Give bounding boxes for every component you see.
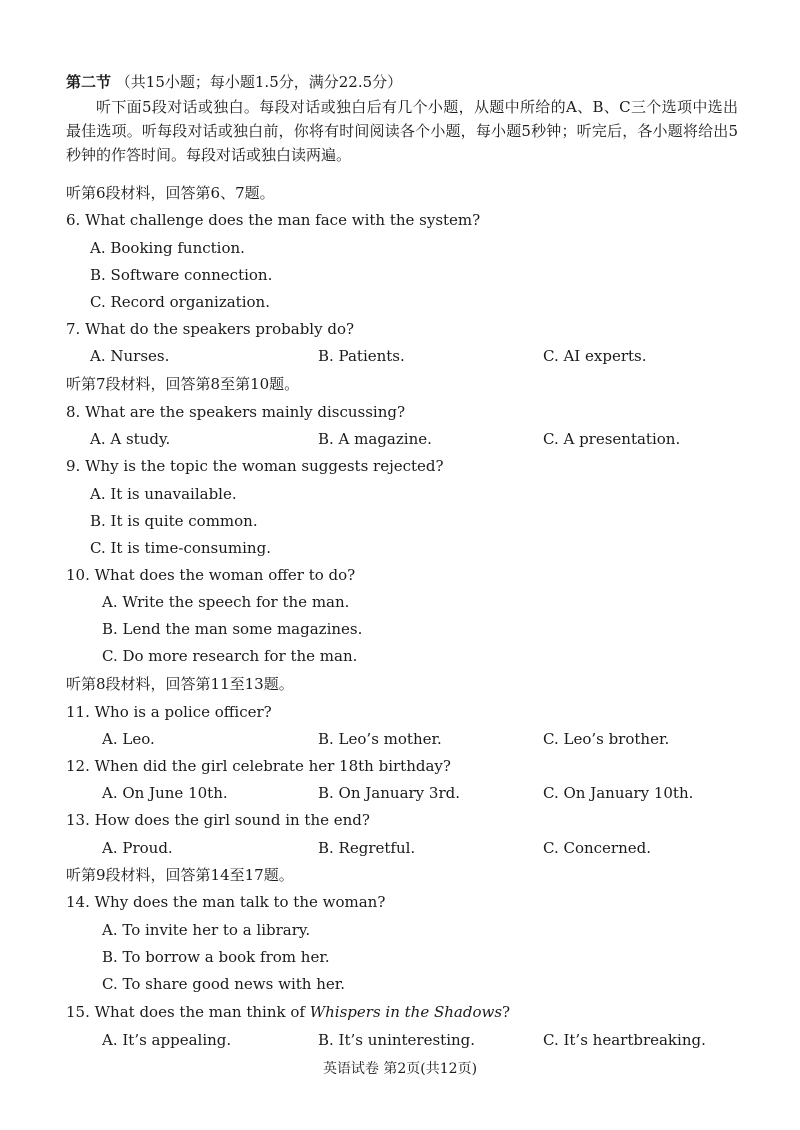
- option-a: A. It is unavailable.: [90, 485, 237, 503]
- option-b: B. On January 3rd.: [318, 784, 461, 802]
- section-heading: [66, 72, 402, 92]
- option-b: B. It’s uninteresting.: [318, 1031, 476, 1049]
- option-b: B. Patients.: [318, 347, 405, 365]
- option-a: A. Leo.: [102, 730, 155, 748]
- option-c: C. To share good news with her.: [102, 975, 346, 993]
- group-heading: 听第7段材料，回答第8至第10题。: [66, 375, 300, 393]
- question-stem: 8. What are the speakers mainly discussing?: [66, 403, 406, 421]
- group-heading: 听第9段材料，回答第14至17题。: [66, 866, 294, 884]
- group-heading: 听第8段材料，回答第11至13题。: [66, 675, 294, 693]
- option-c: C. AI experts.: [543, 347, 647, 365]
- option-c: C. Concerned.: [543, 839, 652, 857]
- option-c: C. A presentation.: [543, 430, 681, 448]
- group-heading: 听第6段材料，回答第6、7题。: [66, 184, 275, 202]
- option-b: B. To borrow a book from her.: [102, 948, 330, 966]
- option-b: B. Lend the man some magazines.: [102, 620, 363, 638]
- option-c: C. Record organization.: [90, 293, 270, 311]
- question-stem: 6. What challenge does the man face with the system?: [66, 211, 481, 229]
- question-stem: 7. What do the speakers probably do?: [66, 320, 355, 338]
- option-b: B. A magazine.: [318, 430, 432, 448]
- option-a: A. Booking function.: [90, 239, 245, 257]
- option-a: A. A study.: [90, 430, 171, 448]
- question-stem-suffix: ?: [502, 1003, 511, 1021]
- option-a: A. To invite her to a library.: [102, 921, 311, 939]
- option-c: C. Leo’s brother.: [543, 730, 670, 748]
- option-a: A. Write the speech for the man.: [102, 593, 350, 611]
- option-a: A. Nurses.: [90, 347, 170, 365]
- option-b: B. Leo’s mother.: [318, 730, 442, 748]
- option-a: A. Proud.: [102, 839, 173, 857]
- section-title: 第二节: [66, 73, 112, 91]
- question-stem: [66, 1002, 510, 1022]
- question-stem-prefix: 15. What does the man think of: [66, 1003, 305, 1021]
- option-c: C. On January 10th.: [543, 784, 694, 802]
- question-stem: 14. Why does the man talk to the woman?: [66, 893, 386, 911]
- option-a: A. It’s appealing.: [102, 1031, 232, 1049]
- book-title: Whispers in the Shadows: [309, 1003, 503, 1021]
- option-c: C. It’s heartbreaking.: [543, 1031, 706, 1049]
- question-stem: 12. When did the girl celebrate her 18th birthday?: [66, 757, 451, 775]
- question-stem: 11. Who is a police officer?: [66, 703, 272, 721]
- question-stem: 13. How does the girl sound in the end?: [66, 811, 370, 829]
- question-stem: 9. Why is the topic the woman suggests rejected?: [66, 457, 444, 475]
- question-stem: 10. What does the woman offer to do?: [66, 566, 356, 584]
- option-a: A. On June 10th.: [102, 784, 228, 802]
- option-b: B. Regretful.: [318, 839, 416, 857]
- option-b: B. It is quite common.: [90, 512, 258, 530]
- section-note: （共15小题；每小题1.5分，满分22.5分）: [115, 73, 403, 91]
- section-instructions: 听下面5段对话或独白。每段对话或独白后有几个小题，从题中所给的A、B、C三个选项中选出最佳选项。听每段对话或独白前，你将有时间阅读各个小题，每小题5秒钟；听完后，各小题将给出5秒钟的作答时间。每段对话或独白读两遍。: [66, 98, 738, 164]
- option-b: B. Software connection.: [90, 266, 273, 284]
- option-c: C. Do more research for the man.: [102, 647, 358, 665]
- page-footer: 英语试卷 第2页(共12页): [322, 1061, 478, 1077]
- option-c: C. It is time-consuming.: [90, 539, 271, 557]
